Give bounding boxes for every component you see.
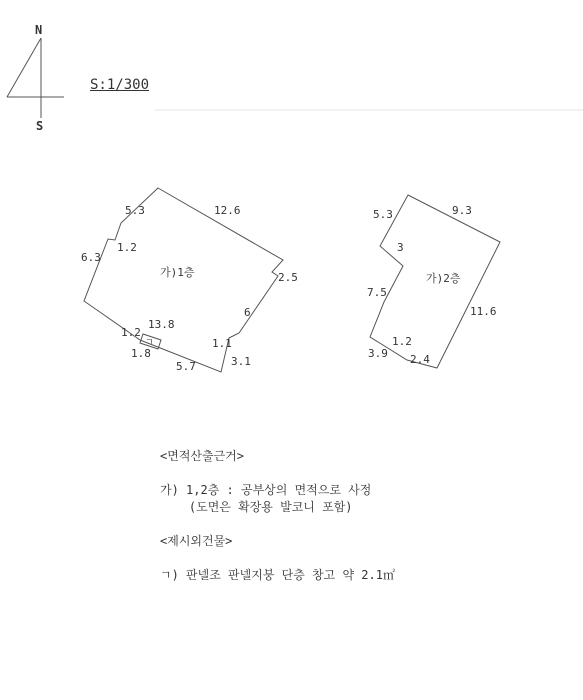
- area-basis-line: 가) 1,2층 : 공부상의 면적으로 사정: [160, 483, 372, 497]
- dim-label: 5.3: [125, 204, 145, 217]
- north-label: N: [35, 23, 43, 37]
- dim-label: 13.8: [148, 318, 175, 331]
- dim-label: 1.8: [131, 347, 151, 360]
- dim-label: 11.6: [470, 305, 497, 318]
- dim-label: 3: [397, 241, 404, 254]
- dim-label: 1.2: [392, 335, 412, 348]
- dim-label: 1.1: [212, 337, 232, 350]
- dim-label: 5.7: [176, 360, 196, 373]
- dim-label: 2.5: [278, 271, 298, 284]
- dim-label: 12.6: [214, 204, 241, 217]
- scale-label: S:1/300: [90, 77, 150, 93]
- annex-mark: ㄱ: [145, 338, 154, 348]
- dim-label: 2.4: [410, 353, 430, 366]
- building-1-label: 가)1층: [160, 266, 195, 279]
- area-basis-subline: (도면은 확장용 발코니 포함): [160, 500, 353, 514]
- dim-label: 6: [244, 306, 251, 319]
- north-arrow: [7, 38, 64, 118]
- dim-label: 7.5: [367, 286, 387, 299]
- dim-label: 3.1: [231, 355, 251, 368]
- dim-label: 5.3: [373, 208, 393, 221]
- other-building-line: ㄱ) 판넬조 판넬지붕 단층 창고 약 2.1㎡: [160, 568, 395, 582]
- dim-label: 6.3: [81, 251, 101, 264]
- south-label: S: [36, 119, 44, 133]
- area-basis-heading: <면적산출근거>: [160, 449, 245, 463]
- building-1-outline: [84, 188, 283, 372]
- area-notes: [160, 448, 395, 584]
- dim-label: 9.3: [452, 204, 472, 217]
- building-2-label: 가)2층: [426, 272, 461, 285]
- other-building-heading: <제시외건물>: [160, 534, 233, 548]
- dim-label: 1.2: [121, 326, 141, 339]
- dim-label: 1.2: [117, 241, 137, 254]
- dim-label: 3.9: [368, 347, 388, 360]
